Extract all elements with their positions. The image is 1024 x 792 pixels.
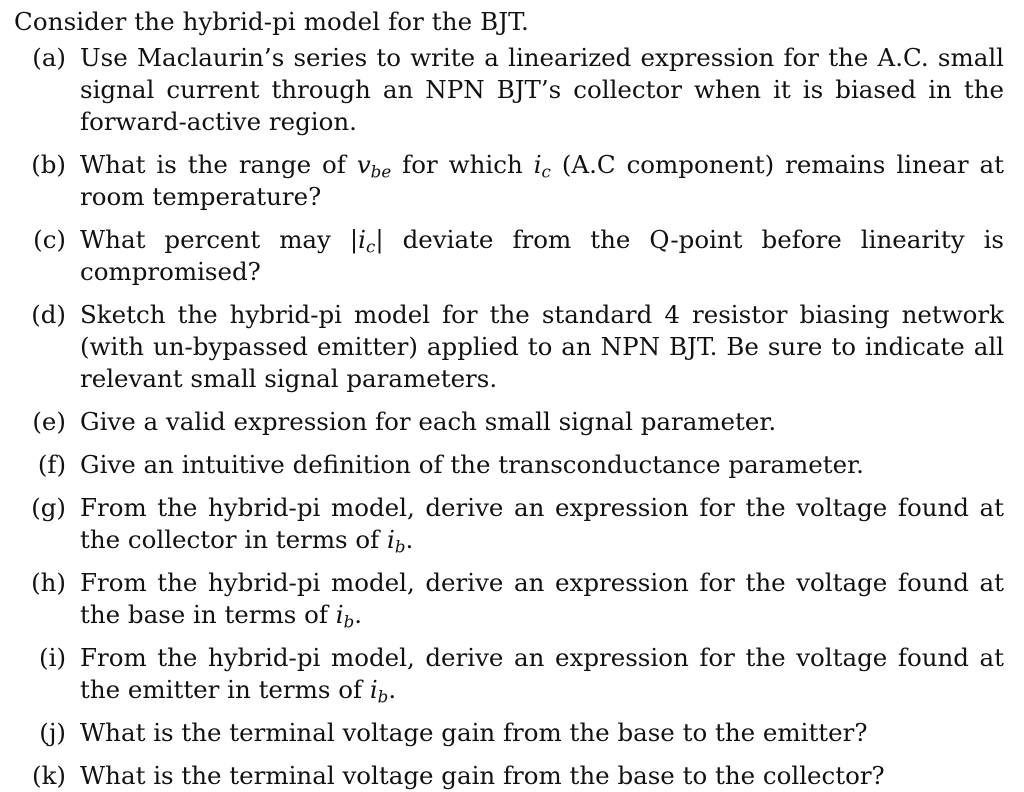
question-text [80,567,1004,631]
question-text: What is the terminal voltage gain from the base to the emitter? [80,718,868,747]
question-label: (g) [31,493,66,522]
question-j [14,717,1004,749]
math-v-be [356,150,392,182]
question-list [14,42,1004,792]
text-segment: . [388,675,397,704]
question-text: Give a valid expression for each small signal parameter. [80,407,777,436]
text-segment: From the hybrid-pi model, derive an expression for the voltage found at the base in terms of [80,568,1004,629]
math-var: i [369,675,378,704]
math-sub: b [343,612,355,632]
math-sub: c [366,237,376,257]
question-text [80,224,1004,288]
text-segment: What is the range of [80,150,357,179]
question-text: Give an intuitive definition of the transconductance parameter. [80,450,864,479]
math-sub: b [377,687,389,707]
question-b [14,149,1004,213]
math-sub: be [370,162,392,182]
text-segment: From the hybrid-pi model, derive an expression for the voltage found at the collector in terms of [80,493,1004,554]
question-a [14,42,1004,138]
text-segment: for which [391,150,534,179]
question-h [14,567,1004,631]
question-text: What is the terminal voltage gain from the base to the collector? [80,761,885,790]
problem-intro: Consider the hybrid-pi model for the BJT. [14,7,529,36]
question-label: (e) [32,407,66,436]
question-label: (f) [37,450,66,479]
text-segment: (A.C component) remains linear at room temperature? [80,150,1004,211]
question-label: (j) [39,718,66,747]
question-label: (k) [32,761,66,790]
question-c [14,224,1004,288]
math-i-b [369,675,389,707]
math-sub: c [541,162,551,182]
question-i [14,642,1004,706]
math-i-c [358,225,376,257]
question-d [14,299,1004,395]
question-k [14,760,1004,792]
question-text [80,492,1004,556]
math-var: i [358,225,366,254]
question-text [80,642,1004,706]
text-segment: What percent may | [80,225,359,254]
question-label: (b) [31,150,66,179]
math-var: i [387,525,395,554]
question-f [14,449,1004,481]
question-label: (i) [39,643,66,672]
text-segment: . [405,525,414,554]
question-label: (d) [31,300,66,329]
question-text [80,149,1004,213]
question-label: (a) [32,43,66,72]
question-label: (c) [33,225,66,254]
question-text: Use Maclaurin’s series to write a linearized expression for the A.C. small signal current through an NPN BJT’s collector when it is biased in the forward-active region. [80,43,1004,136]
math-i-b [387,525,406,557]
question-text: Sketch the hybrid-pi model for the standard 4 resistor biasing network (with un-bypassed emitter) applied to an NPN BJT. Be sure to indicate all relevant small signal parameters. [80,300,1004,393]
question-e [14,406,1004,438]
math-var: i [335,600,344,629]
math-i-b [335,600,355,632]
math-var: i [533,150,542,179]
math-var: v [356,150,371,179]
math-sub: b [394,537,406,557]
text-segment: From the hybrid-pi model, derive an expression for the voltage found at the emitter in terms of [80,643,1004,704]
text-segment: . [354,600,363,629]
text-segment: | deviate from the Q-point before linearity is compromised? [80,225,1005,286]
question-label: (h) [31,568,66,597]
math-i-c [533,150,551,182]
question-g [14,492,1004,556]
